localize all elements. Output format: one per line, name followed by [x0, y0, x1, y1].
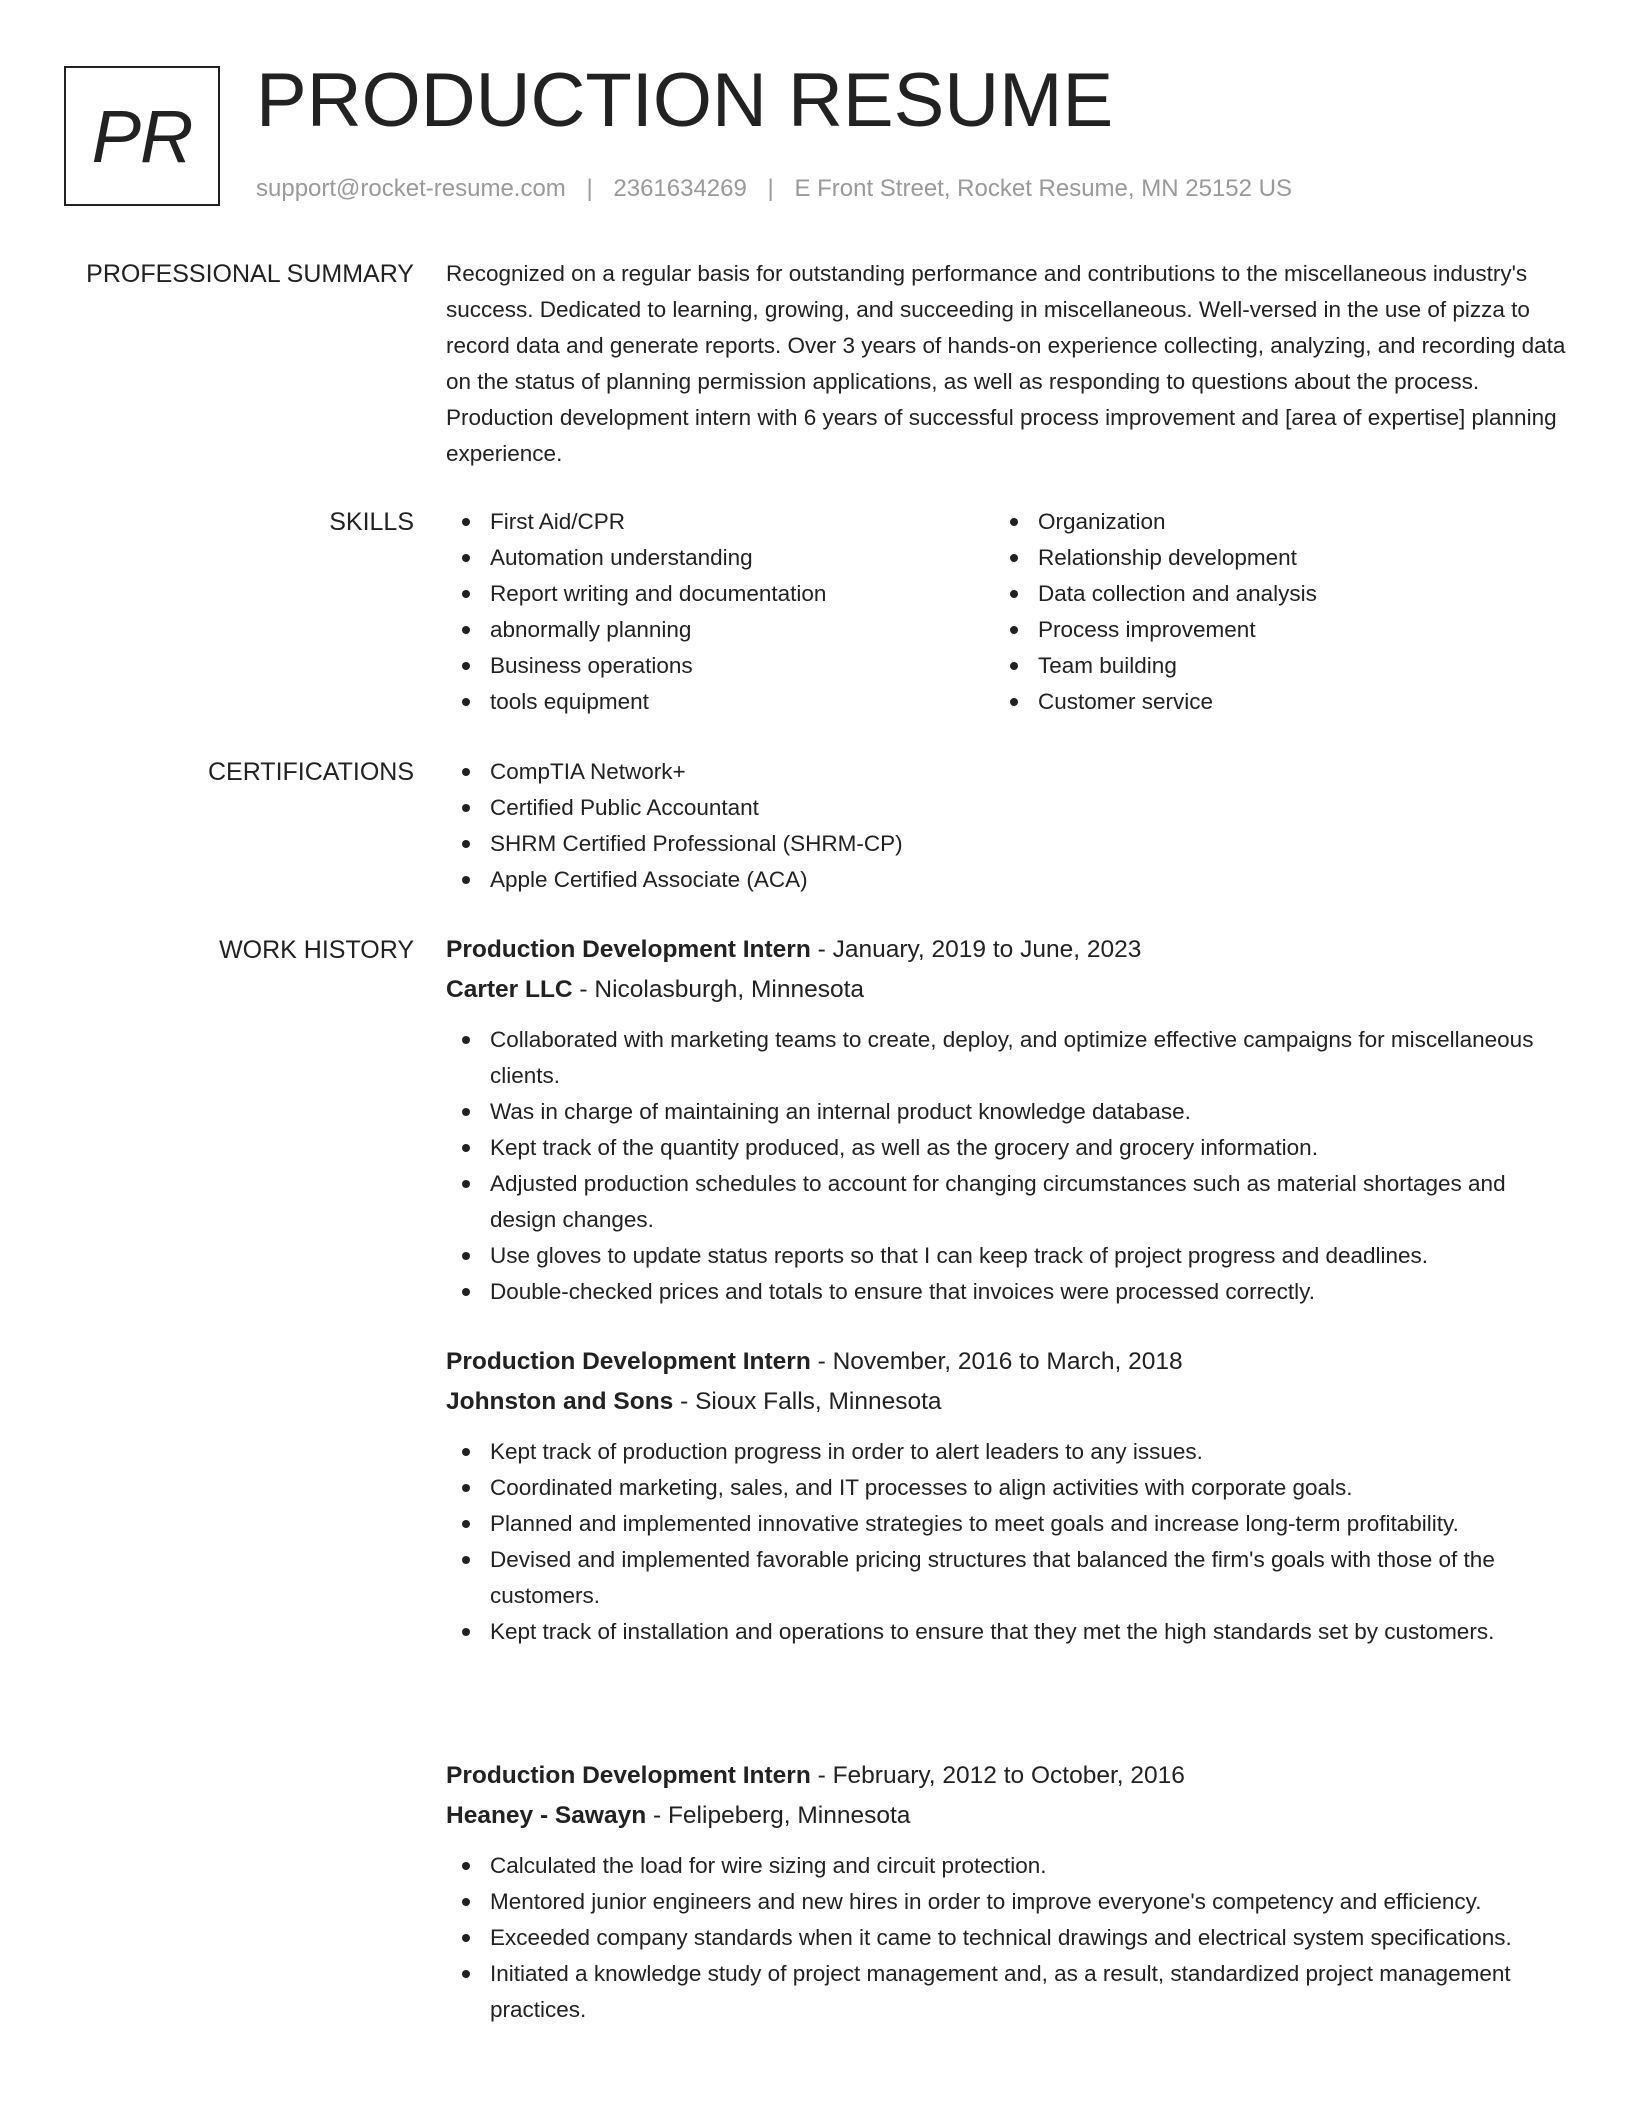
- job-body: [446, 1342, 1566, 1650]
- skill-item: First Aid/CPR: [446, 504, 994, 540]
- contact-address: E Front Street, Rocket Resume, MN 25152 US: [794, 175, 1292, 202]
- skill-item: Data collection and analysis: [994, 576, 1542, 612]
- company-name: Heaney - Sawayn: [446, 1802, 647, 1829]
- contact-line: [256, 174, 1292, 204]
- certification-item: Apple Certified Associate (ACA): [446, 862, 1566, 898]
- job-bullet: Coordinated marketing, sales, and IT processes to align activities with corporate goals.: [446, 1470, 1566, 1506]
- certifications-body: [446, 754, 1566, 898]
- job-dates: - November, 2016 to March, 2018: [810, 1348, 1183, 1375]
- job-bullet: Was in charge of maintaining an internal product knowledge database.: [446, 1094, 1566, 1130]
- section-heading: SKILLS: [329, 508, 414, 536]
- skill-item: Customer service: [994, 684, 1542, 720]
- job-bullet: Mentored junior engineers and new hires in order to improve everyone's competency and efficiency.: [446, 1884, 1566, 1920]
- job-bullet: Kept track of installation and operations to ensure that they met the high standards set by customers.: [446, 1614, 1566, 1650]
- job-title-line: [446, 1342, 1566, 1382]
- job-bullet: Adjusted production schedules to account for changing circumstances such as material shortages and design changes.: [446, 1166, 1566, 1238]
- job-bullet: Exceeded company standards when it came to technical drawings and electrical system specifications.: [446, 1920, 1566, 1956]
- company-location: - Sioux Falls, Minnesota: [673, 1388, 942, 1415]
- resume-title: PRODUCTION RESUME: [256, 58, 1114, 143]
- company-name: Carter LLC: [446, 976, 573, 1003]
- skill-item: Business operations: [446, 648, 994, 684]
- contact-email: support@rocket-resume.com: [256, 175, 566, 202]
- job-bullets: [446, 1434, 1566, 1650]
- skill-item: Process improvement: [994, 612, 1542, 648]
- summary-text: Recognized on a regular basis for outstanding performance and contributions to the miscellaneous industry's success. Dedicated to learning, growing, and succeeding in miscellaneous. Well-versed in the use of pizza to record data and generate reports. Over 3 years of hands-on experience collecting, analyzing, and recording data on the status of planning permission applications, as well as responding to questions about the process. Production development intern with 6 years of successful process improvement and [area of expertise] planning experience.: [446, 261, 1566, 466]
- job-bullet: Use gloves to update status reports so that I can keep track of project progress and deadlines.: [446, 1238, 1566, 1274]
- job-bullet: Initiated a knowledge study of project management and, as a result, standardized project management practices.: [446, 1956, 1566, 2028]
- job-title: Production Development Intern: [446, 1348, 811, 1375]
- job-dates: - February, 2012 to October, 2016: [810, 1762, 1185, 1789]
- company-line: [446, 1382, 1566, 1422]
- job-bullet: Planned and implemented innovative strategies to meet goals and increase long-term profitability.: [446, 1506, 1566, 1542]
- company-line: [446, 1796, 1566, 1836]
- job-bullets: [446, 1022, 1566, 1310]
- section-heading: PROFESSIONAL SUMMARY: [86, 260, 414, 288]
- job-bullets: [446, 1848, 1566, 2028]
- job-bullet: Kept track of production progress in order to alert leaders to any issues.: [446, 1434, 1566, 1470]
- job-bullet: Collaborated with marketing teams to create, deploy, and optimize effective campaigns for miscellaneous clients.: [446, 1022, 1566, 1094]
- job-title-line: [446, 1756, 1566, 1796]
- skill-item: Team building: [994, 648, 1542, 684]
- skill-item: Organization: [994, 504, 1542, 540]
- job-dates: - January, 2019 to June, 2023: [810, 936, 1142, 963]
- section-heading: CERTIFICATIONS: [207, 758, 414, 786]
- job-bullet: Double-checked prices and totals to ensure that invoices were processed correctly.: [446, 1274, 1566, 1310]
- company-location: - Felipeberg, Minnesota: [646, 1802, 911, 1829]
- certification-item: Certified Public Accountant: [446, 790, 1566, 826]
- job-body: [446, 930, 1566, 1310]
- company-name: Johnston and Sons: [446, 1388, 674, 1415]
- skills-list-left: [446, 504, 994, 720]
- skill-item: Report writing and documentation: [446, 576, 994, 612]
- job-body: [446, 1756, 1566, 2028]
- contact-phone: 2361634269: [613, 175, 747, 202]
- skill-item: abnormally planning: [446, 612, 994, 648]
- certification-item: CompTIA Network+: [446, 754, 1566, 790]
- section-heading: WORK HISTORY: [219, 936, 414, 964]
- skill-item: Relationship development: [994, 540, 1542, 576]
- company-location: - Nicolasburgh, Minnesota: [572, 976, 865, 1003]
- job-bullet: Devised and implemented favorable pricing structures that balanced the firm's goals with those of the customers.: [446, 1542, 1566, 1614]
- monogram-text: PR: [91, 94, 193, 178]
- contact-separator: |: [767, 175, 774, 202]
- summary-body: [446, 256, 1566, 472]
- job-title: Production Development Intern: [446, 1762, 811, 1789]
- skills-list-right: [994, 504, 1542, 720]
- job-bullet: Calculated the load for wire sizing and circuit protection.: [446, 1848, 1566, 1884]
- monogram-logo: [64, 66, 220, 206]
- company-line: [446, 970, 1566, 1010]
- job-bullet: Kept track of the quantity produced, as well as the grocery and grocery information.: [446, 1130, 1566, 1166]
- skill-item: tools equipment: [446, 684, 994, 720]
- certifications-list: [446, 754, 1566, 898]
- certification-item: SHRM Certified Professional (SHRM-CP): [446, 826, 1566, 862]
- job-title: Production Development Intern: [446, 936, 811, 963]
- skills-body: [446, 504, 1566, 720]
- skill-item: Automation understanding: [446, 540, 994, 576]
- job-title-line: [446, 930, 1566, 970]
- contact-separator: |: [586, 175, 593, 202]
